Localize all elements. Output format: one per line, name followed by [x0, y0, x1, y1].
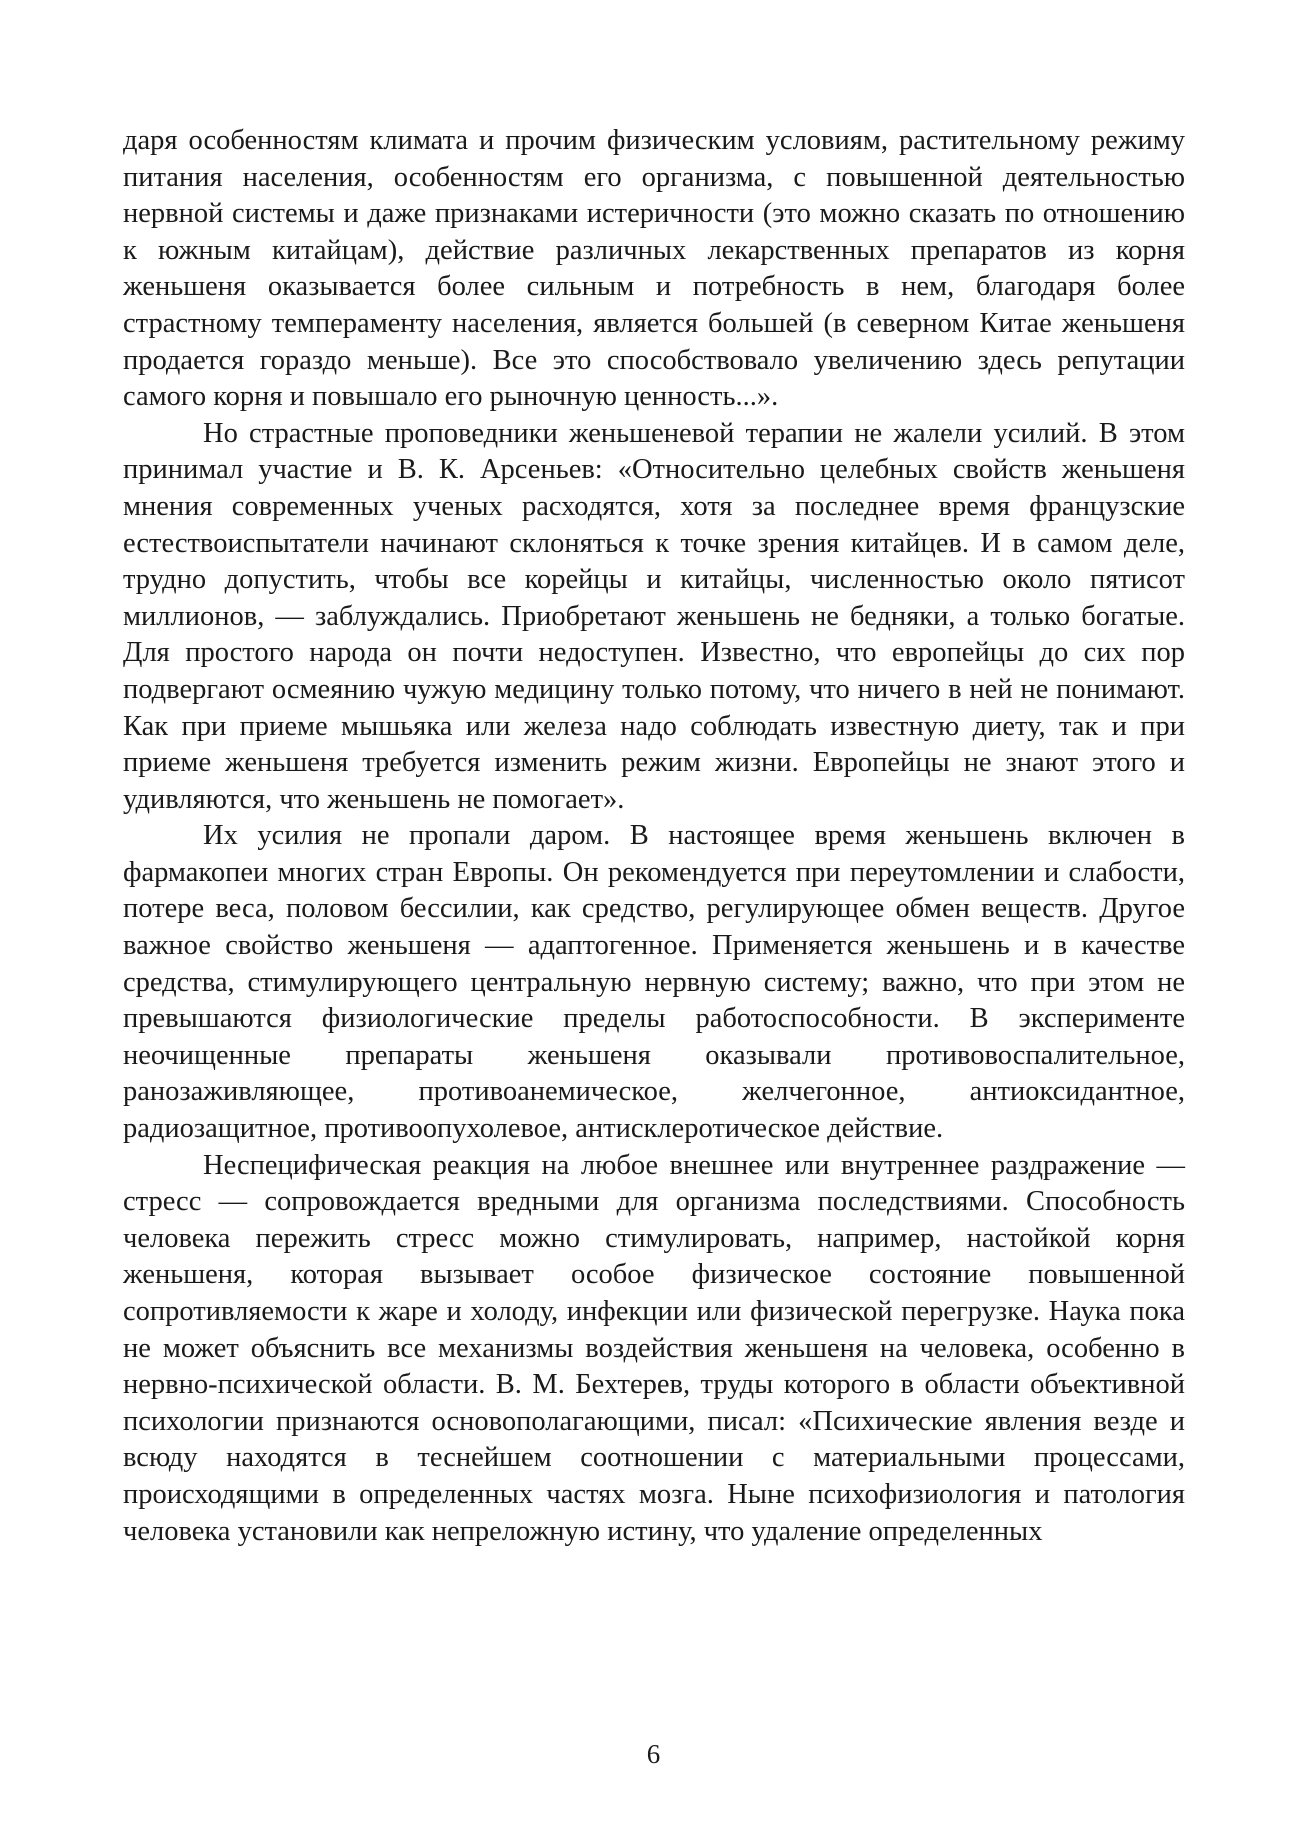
paragraph-continuation: даря особенностям климата и прочим физическим условиям, растительному режиму питания населения, особенностям его организма, с повышенной деятельностью нервной системы и даже признаками истеричности (это можно сказать по отношению к южным китайцам), действие различных лекарственных препаратов из корня женьшеня оказывается более сильным и потребность в нем, благодаря более страстному темпераменту населения, является большей (в северном Китае женьшеня продается гораздо меньше). Все это способствовало увеличению здесь репутации самого корня и повышало его рыночную ценность...».	[123, 125, 1185, 413]
paragraph-pharmacopoeia: Их усилия не пропали даром. В настоящее время женьшень включен в фармакопеи многих стран Европы. Он рекомендуется при переутомлении и слабости, потере веса, половом бессилии, как средство, регулирующее обмен веществ. Другое важное свойство женьшеня — адаптогенное. Применяется женьшень и в качестве средства, стимулирующего центральную нервную систему; важно, что при этом не превышаются физиологические пределы работоспособности. В эксперименте неочищенные препараты женьшеня оказывали противовоспалительное, ранозаживляющее, противоанемическое, желчегонное, антиоксидантное, радиозащитное, противоопухолевое, антисклеротическое действие.	[123, 820, 1185, 1145]
page-number: 6	[646, 1739, 661, 1769]
paragraph-arsenyev-quote: Но страстные проповедники женьшеневой терапии не жалели усилий. В этом принимал участие и В. К. Арсеньев: «Относительно целебных свойств женьшеня мнения современных ученых расходятся, хотя за последнее время французские естествоиспытатели начинают склоняться к точке зрения китайцев. И в самом деле, трудно допустить, чтобы все корейцы и китайцы, численностью около пятисот миллионов, — заблуждались. Приобретают женьшень не бедняки, а только богатые. Для простого народа он почти недоступен. Известно, что европейцы до сих пор подвергают осмеянию чужую медицину только потому, что ничего в ней не понимают. Как при приеме мышьяка или железа надо соблюдать известную диету, так и при приеме женьшеня требуется изменить режим жизни. Европейцы не знают этого и удивляются, что женьшень не помогает».	[123, 417, 1185, 815]
paragraph-stress: Неспецифическая реакция на любое внешнее или внутреннее раздражение — стресс — сопровождается вредными для организма последствиями. Способность человека пережить стресс можно стимулировать, например, настойкой корня женьшеня, которая вызывает особое физическое состояние повышенной сопротивляемости к жаре и холоду, инфекции или физической перегрузке. Наука пока не может объяснить все механизмы воздействия женьшеня на человека, особенно в нервно-психической области. В. М. Бехтерев, труды которого в области объективной психологии признаются основополагающими, писал: «Психические явления везде и всюду находятся в теснейшем соотношении с материальными процессами, происходящими в определенных частях мозга. Ныне психофизиология и патология человека установили как непреложную истину, что удаление определенных	[123, 1149, 1185, 1547]
body-text	[123, 123, 1185, 1550]
